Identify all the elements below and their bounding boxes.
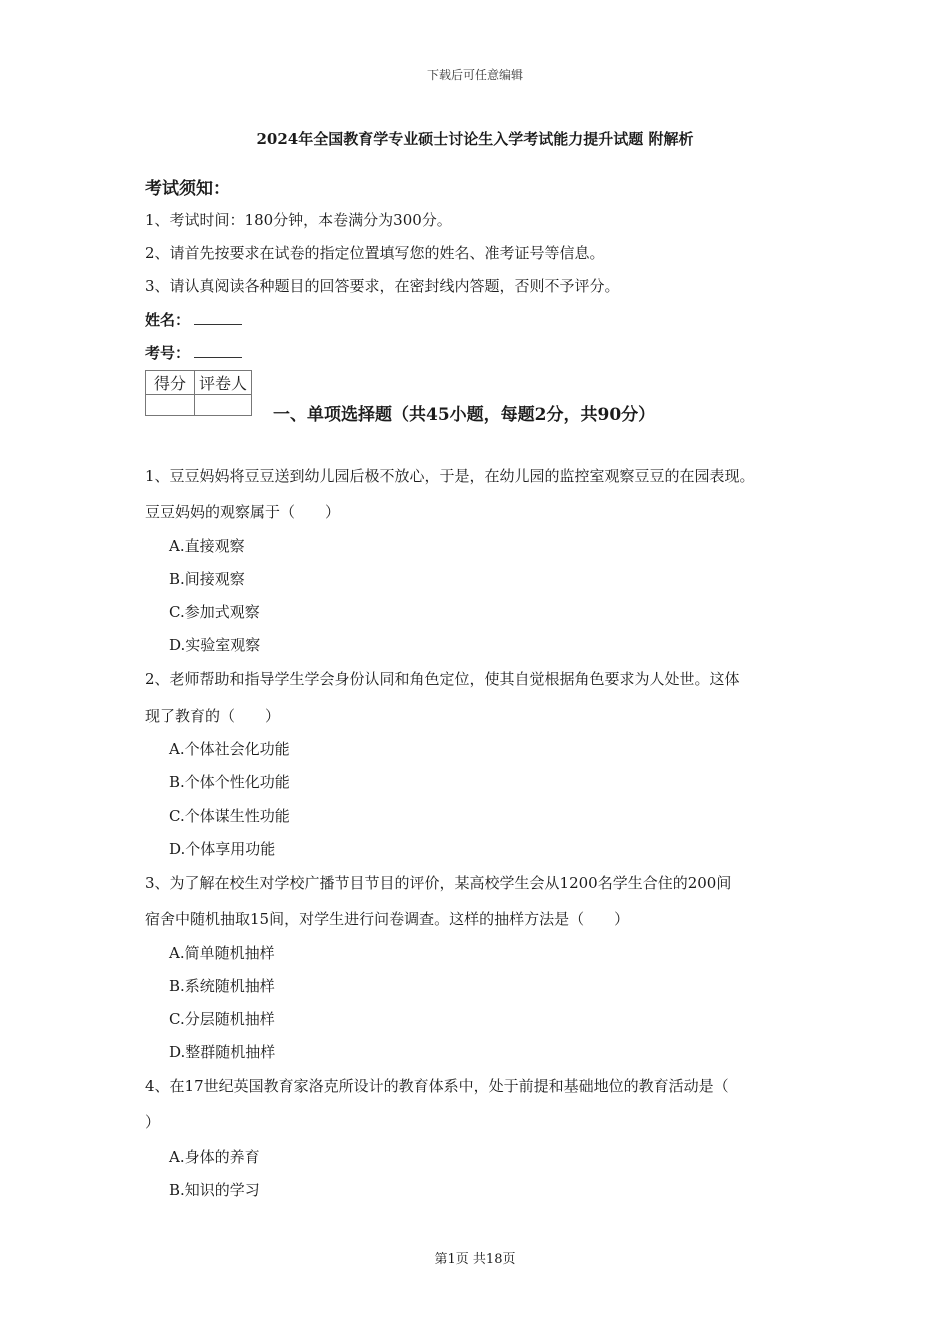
notice-item: 3、请认真阅读各种题目的回答要求，在密封线内答题，否则不予评分。 xyxy=(145,277,620,295)
option-1b: B.间接观察 xyxy=(169,570,245,588)
score-table xyxy=(145,370,252,416)
option-2a: A.个体社会化功能 xyxy=(169,740,290,758)
score-header: 得分 xyxy=(146,371,195,395)
option-2b: B.个体个性化功能 xyxy=(169,773,290,791)
question-1-text: 1、豆豆妈妈将豆豆送到幼儿园后极不放心，于是，在幼儿园的监控室观察豆豆的在园表现。 xyxy=(145,467,755,485)
option-3d: D.整群随机抽样 xyxy=(169,1043,276,1061)
question-2-text-cont: 现了教育的（ ） xyxy=(145,707,281,725)
option-4a: A.身体的养育 xyxy=(169,1148,260,1166)
question-4-text-cont: ） xyxy=(145,1113,161,1131)
id-label: 考号： xyxy=(145,344,191,362)
question-1-text-cont: 豆豆妈妈的观察属于（ ） xyxy=(145,503,341,521)
name-label: 姓名： xyxy=(145,311,191,329)
name-field xyxy=(145,309,242,330)
option-1c: C.参加式观察 xyxy=(169,603,260,621)
notice-item: 1、考试时间：180分钟，本卷满分为300分。 xyxy=(145,211,452,229)
question-3-text-cont: 宿舍中随机抽取15间，对学生进行问卷调查。这样的抽样方法是（ ） xyxy=(145,910,630,928)
option-4b: B.知识的学习 xyxy=(169,1181,260,1199)
score-cell[interactable] xyxy=(146,395,195,416)
option-3a: A.简单随机抽样 xyxy=(169,944,275,962)
question-2-text: 2、老师帮助和指导学生学会身份认同和角色定位，使其自觉根据角色要求为人处世。这体 xyxy=(145,670,740,688)
notice-heading: 考试须知： xyxy=(145,179,230,199)
section-title: 一、单项选择题（共45小题，每题2分，共90分） xyxy=(273,405,656,425)
name-blank[interactable] xyxy=(194,310,242,325)
header-note: 下载后可任意编辑 xyxy=(426,68,523,82)
option-2d: D.个体享用功能 xyxy=(169,840,276,858)
option-1a: A.直接观察 xyxy=(169,537,245,555)
option-2c: C.个体谋生性功能 xyxy=(169,807,290,825)
option-1d: D.实验室观察 xyxy=(169,636,261,654)
notice-item: 2、请首先按要求在试卷的指定位置填写您的姓名、准考证号等信息。 xyxy=(145,244,605,262)
grader-header: 评卷人 xyxy=(195,371,252,395)
page-footer: 第1页 共18页 xyxy=(434,1252,516,1267)
id-blank[interactable] xyxy=(194,343,242,358)
id-field xyxy=(145,342,242,363)
grader-cell[interactable] xyxy=(195,395,252,416)
question-4-text: 4、在17世纪英国教育家洛克所设计的教育体系中，处于前提和基础地位的教育活动是（ xyxy=(145,1077,729,1095)
question-3-text: 3、为了解在校生对学校广播节目节目的评价，某高校学生会从1200名学生合住的200间 xyxy=(145,874,732,892)
option-3c: C.分层随机抽样 xyxy=(169,1010,275,1028)
option-3b: B.系统随机抽样 xyxy=(169,977,275,995)
document-title: 2024年全国教育学专业硕士讨论生入学考试能力提升试题 附解析 xyxy=(256,130,694,148)
